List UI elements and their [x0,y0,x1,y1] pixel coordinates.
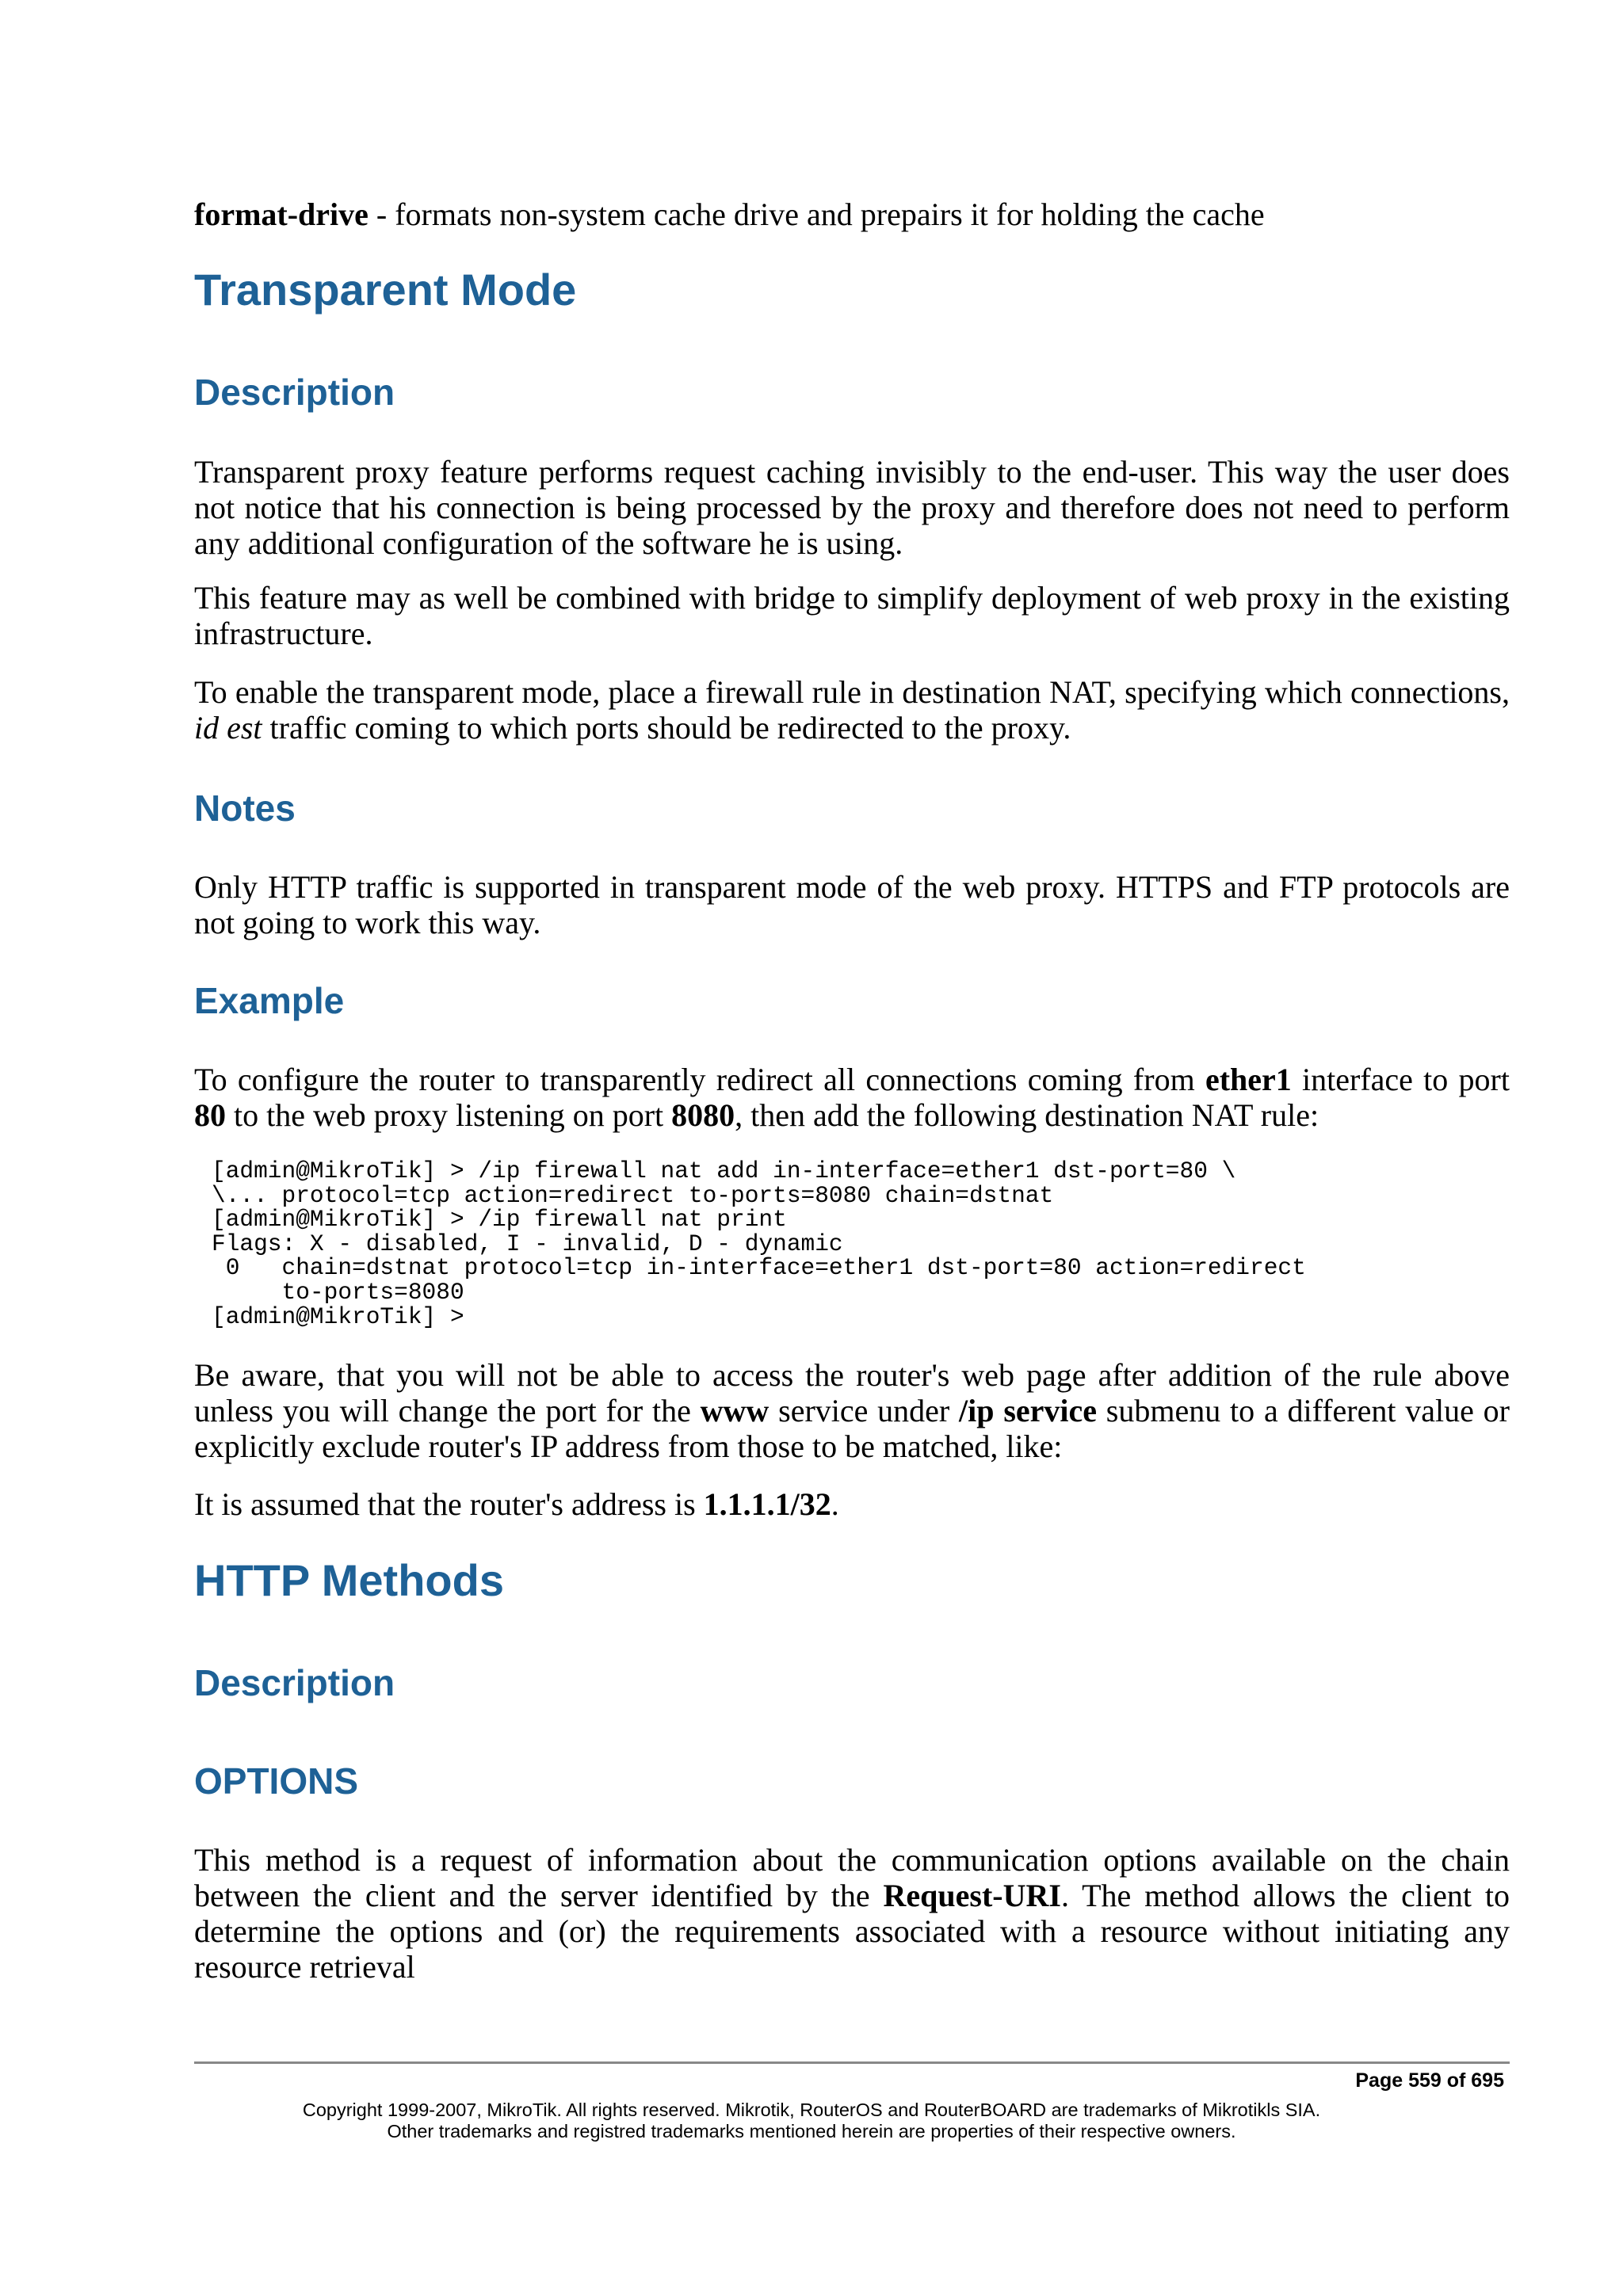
copyright-line-2: Other trademarks and registred trademarks mentioned herein are properties of their respective owners. [387,2121,1236,2142]
be-aware-paragraph: Be aware, that you will not be able to access the router's web page after addition of the rule above unless you will change the port for the www service under /ip service submenu to a different value or explicitly exclude router's IP address from those to be matched, like: [194,1357,1510,1464]
notes-text: Only HTTP traffic is supported in transparent mode of the web proxy. HTTPS and FTP protocols are not going to work this way. [194,869,1510,940]
page-number: Page 559 of 695 [1355,2069,1504,2092]
options-paragraph: This method is a request of information about the communication options available on the chain between the client and the server identified by the Request-URI. The method allows the client to determine the options and (or) the requirements associated with a resource without initiating any resource retrieval [194,1842,1510,1985]
format-drive-line: format-drive - formats non-system cache drive and prepairs it for holding the cache [194,196,1265,232]
footer-divider [194,2061,1510,2064]
example-heading: Example [194,980,345,1021]
transparent-mode-title: Transparent Mode [194,265,577,315]
example-text: To configure the router to transparently redirect all connections coming from ether1 interface to port 80 to the web proxy listening on port 8080, then add the following destination NAT rule: [194,1062,1510,1133]
transparent-para-2: This feature may as well be combined with bridge to simplify deployment of web proxy in the existing infrastructure. [194,580,1510,651]
copyright-line-1: Copyright 1999-2007, MikroTik. All rights reserved. Mikrotik, RouterOS and RouterBOARD are trademarks of Mikrotikls SIA. [302,2100,1321,2120]
transparent-para-3: To enable the transparent mode, place a firewall rule in destination NAT, specifying which connections, id est traffic coming to which ports should be redirected to the proxy. [194,674,1510,746]
format-drive-term: format-drive [194,196,369,232]
transparent-description-heading: Description [194,372,395,413]
options-heading: OPTIONS [194,1760,359,1802]
http-description-heading: Description [194,1662,395,1703]
http-methods-title: HTTP Methods [194,1555,504,1605]
notes-heading: Notes [194,788,296,829]
transparent-para-1: Transparent proxy feature performs request caching invisibly to the end-user. This way the user does not notice that his connection is being processed by the proxy and therefore does not need to perform any additional configuration of the software he is using. [194,454,1510,561]
nat-rule-code-block: [admin@MikroTik] > /ip firewall nat add in-interface=ether1 dst-port=80 \ \... protocol=tcp action=redirect to-ports=8080 chain=dstnat [admin@MikroTik] > /ip firewall nat print Flags: X - disabled, I - invalid, D - dynamic 0 chain=dstnat protocol=tcp in-interface=ether1 dst-port=80 action=redirect to-ports=8080 [admin@MikroTik] > [212,1158,1306,1330]
router-address-paragraph: It is assumed that the router's address is 1.1.1.1/32. [194,1486,839,1522]
